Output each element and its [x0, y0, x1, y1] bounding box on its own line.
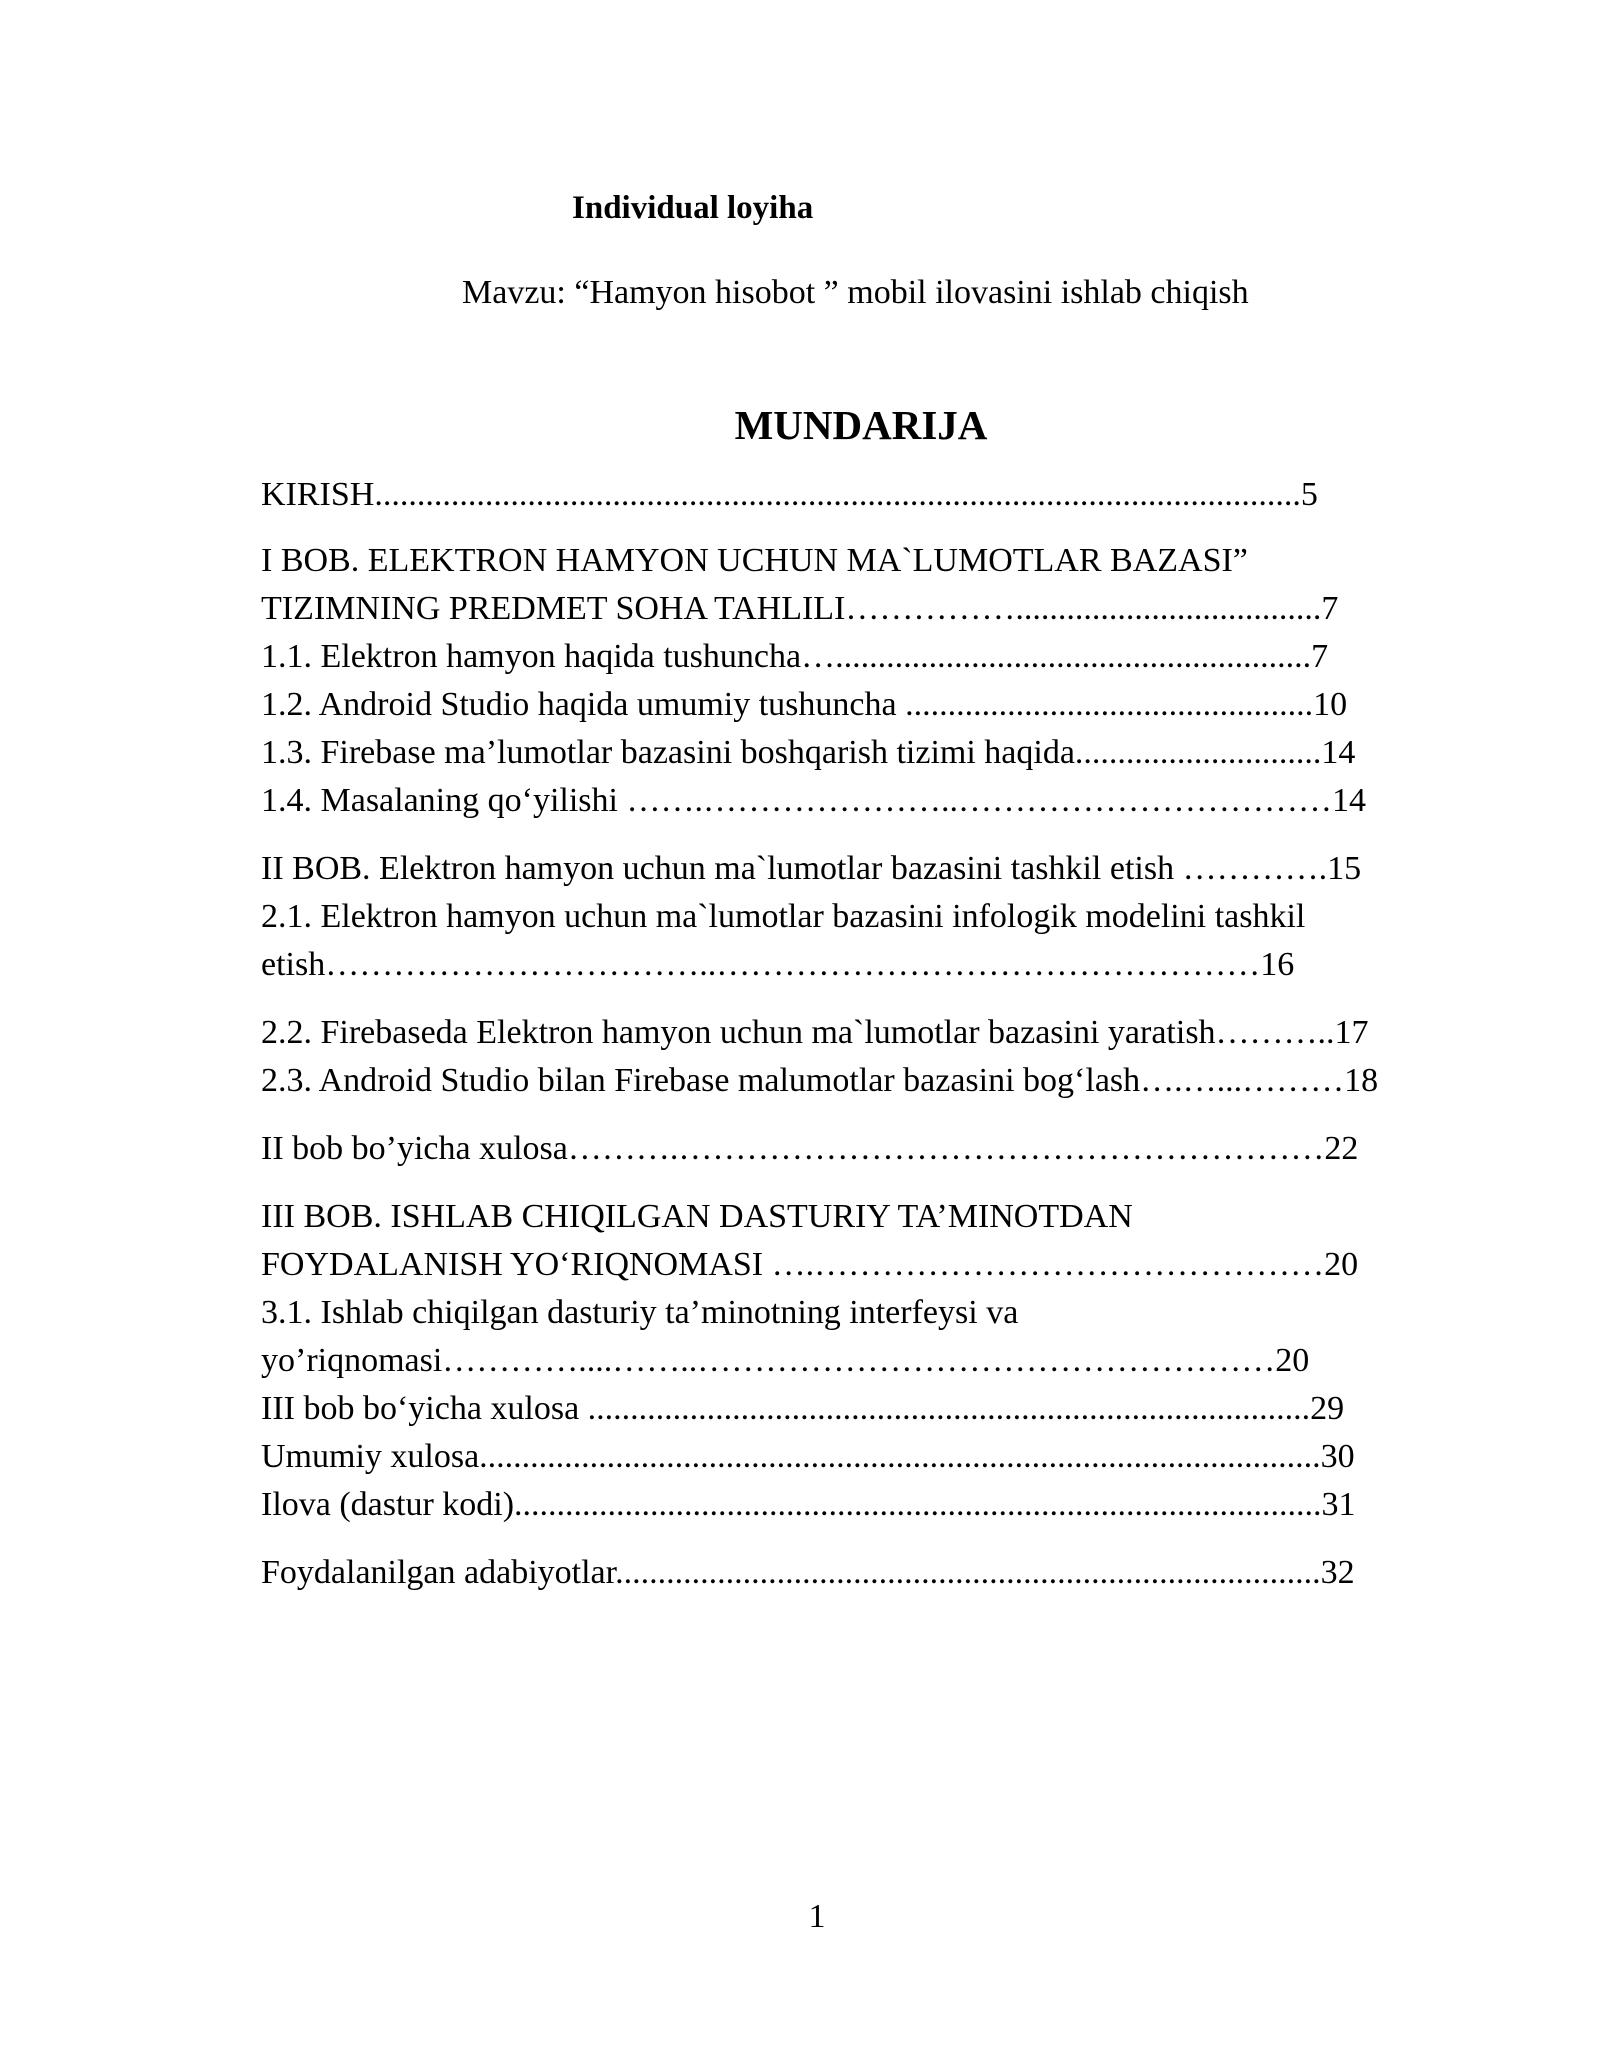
- toc-entry-appendix: Ilova (dastur kodi)...............................................................................................31: [261, 1486, 1356, 1523]
- toc-entry-chapter-1-line-1: I BOB. ELEKTRON HAMYON UCHUN MA`LUMOTLAR BAZASI”: [261, 542, 1248, 579]
- toc-entry-chapter-3-line-2: FOYDALANISH YO‘RIQNOMASI ….………………………………………20: [261, 1246, 1359, 1283]
- toc-entry-1-2: 1.2. Android Studio haqida umumiy tushuncha ................................................10: [261, 686, 1348, 723]
- toc-entry-2-1-line-2: etish……………………………..…………………………………………16: [261, 946, 1295, 983]
- toc-entry-3-1-line-2: yo’riqnomasi…………....……..……………………………………………20: [261, 1342, 1310, 1379]
- toc-entry-general-conclusion: Umumiy xulosa...................................................................................................30: [261, 1438, 1355, 1475]
- toc-entry-3-1-line-1: 3.1. Ishlab chiqilgan dasturiy ta’minotning interfeysi va: [261, 1294, 1019, 1331]
- document-subject: Mavzu: “Hamyon hisobot ” mobil ilovasini ishlab chiqish: [462, 274, 1249, 311]
- page-number: 1: [808, 1898, 826, 1935]
- toc-entry-chapter-3-conclusion: III bob bo‘yicha xulosa .....................................................................................29: [261, 1390, 1345, 1427]
- toc-entry-2-3: 2.3. Android Studio bilan Firebase malumotlar bazasini bog‘lash….…...………18: [261, 1062, 1379, 1099]
- toc-entry-kirish: KIRISH.............................................................................................................5: [261, 476, 1318, 513]
- toc-entry-chapter-1-line-2: TIZIMNING PREDMET SOHA TAHLILI……………....................................7: [261, 590, 1339, 627]
- toc-entry-2-1-line-1: 2.1. Elektron hamyon uchun ma`lumotlar bazasini infologik modelini tashkil: [261, 898, 1306, 935]
- toc-entry-1-4: 1.4. Masalaning qo‘yilishi …….…………………..……………………………14: [261, 782, 1366, 819]
- toc-entry-chapter-2-conclusion: II bob bo’yicha xulosa……….…………………………………………………22: [261, 1130, 1359, 1167]
- toc-heading: MUNDARIJA: [734, 402, 988, 448]
- toc-entry-chapter-2: II BOB. Elektron hamyon uchun ma`lumotlar bazasini tashkil etish ………….15: [261, 850, 1362, 887]
- toc-entry-chapter-3-line-1: III BOB. ISHLAB CHIQILGAN DASTURIY TA’MINOTDAN: [261, 1198, 1133, 1235]
- toc-entry-2-2: 2.2. Firebaseda Elektron hamyon uchun ma`lumotlar bazasini yaratish………..17: [261, 1014, 1369, 1051]
- toc-entry-1-3: 1.3. Firebase ma’lumotlar bazasini boshqarish tizimi haqida.............................14: [261, 734, 1356, 771]
- toc-entry-references: Foydalanilgan adabiyotlar...................................................................................32: [261, 1554, 1355, 1591]
- toc-entry-1-1: 1.1. Elektron hamyon haqida tushuncha…........................................................7: [261, 638, 1329, 675]
- document-title: Individual loyiha: [572, 190, 814, 226]
